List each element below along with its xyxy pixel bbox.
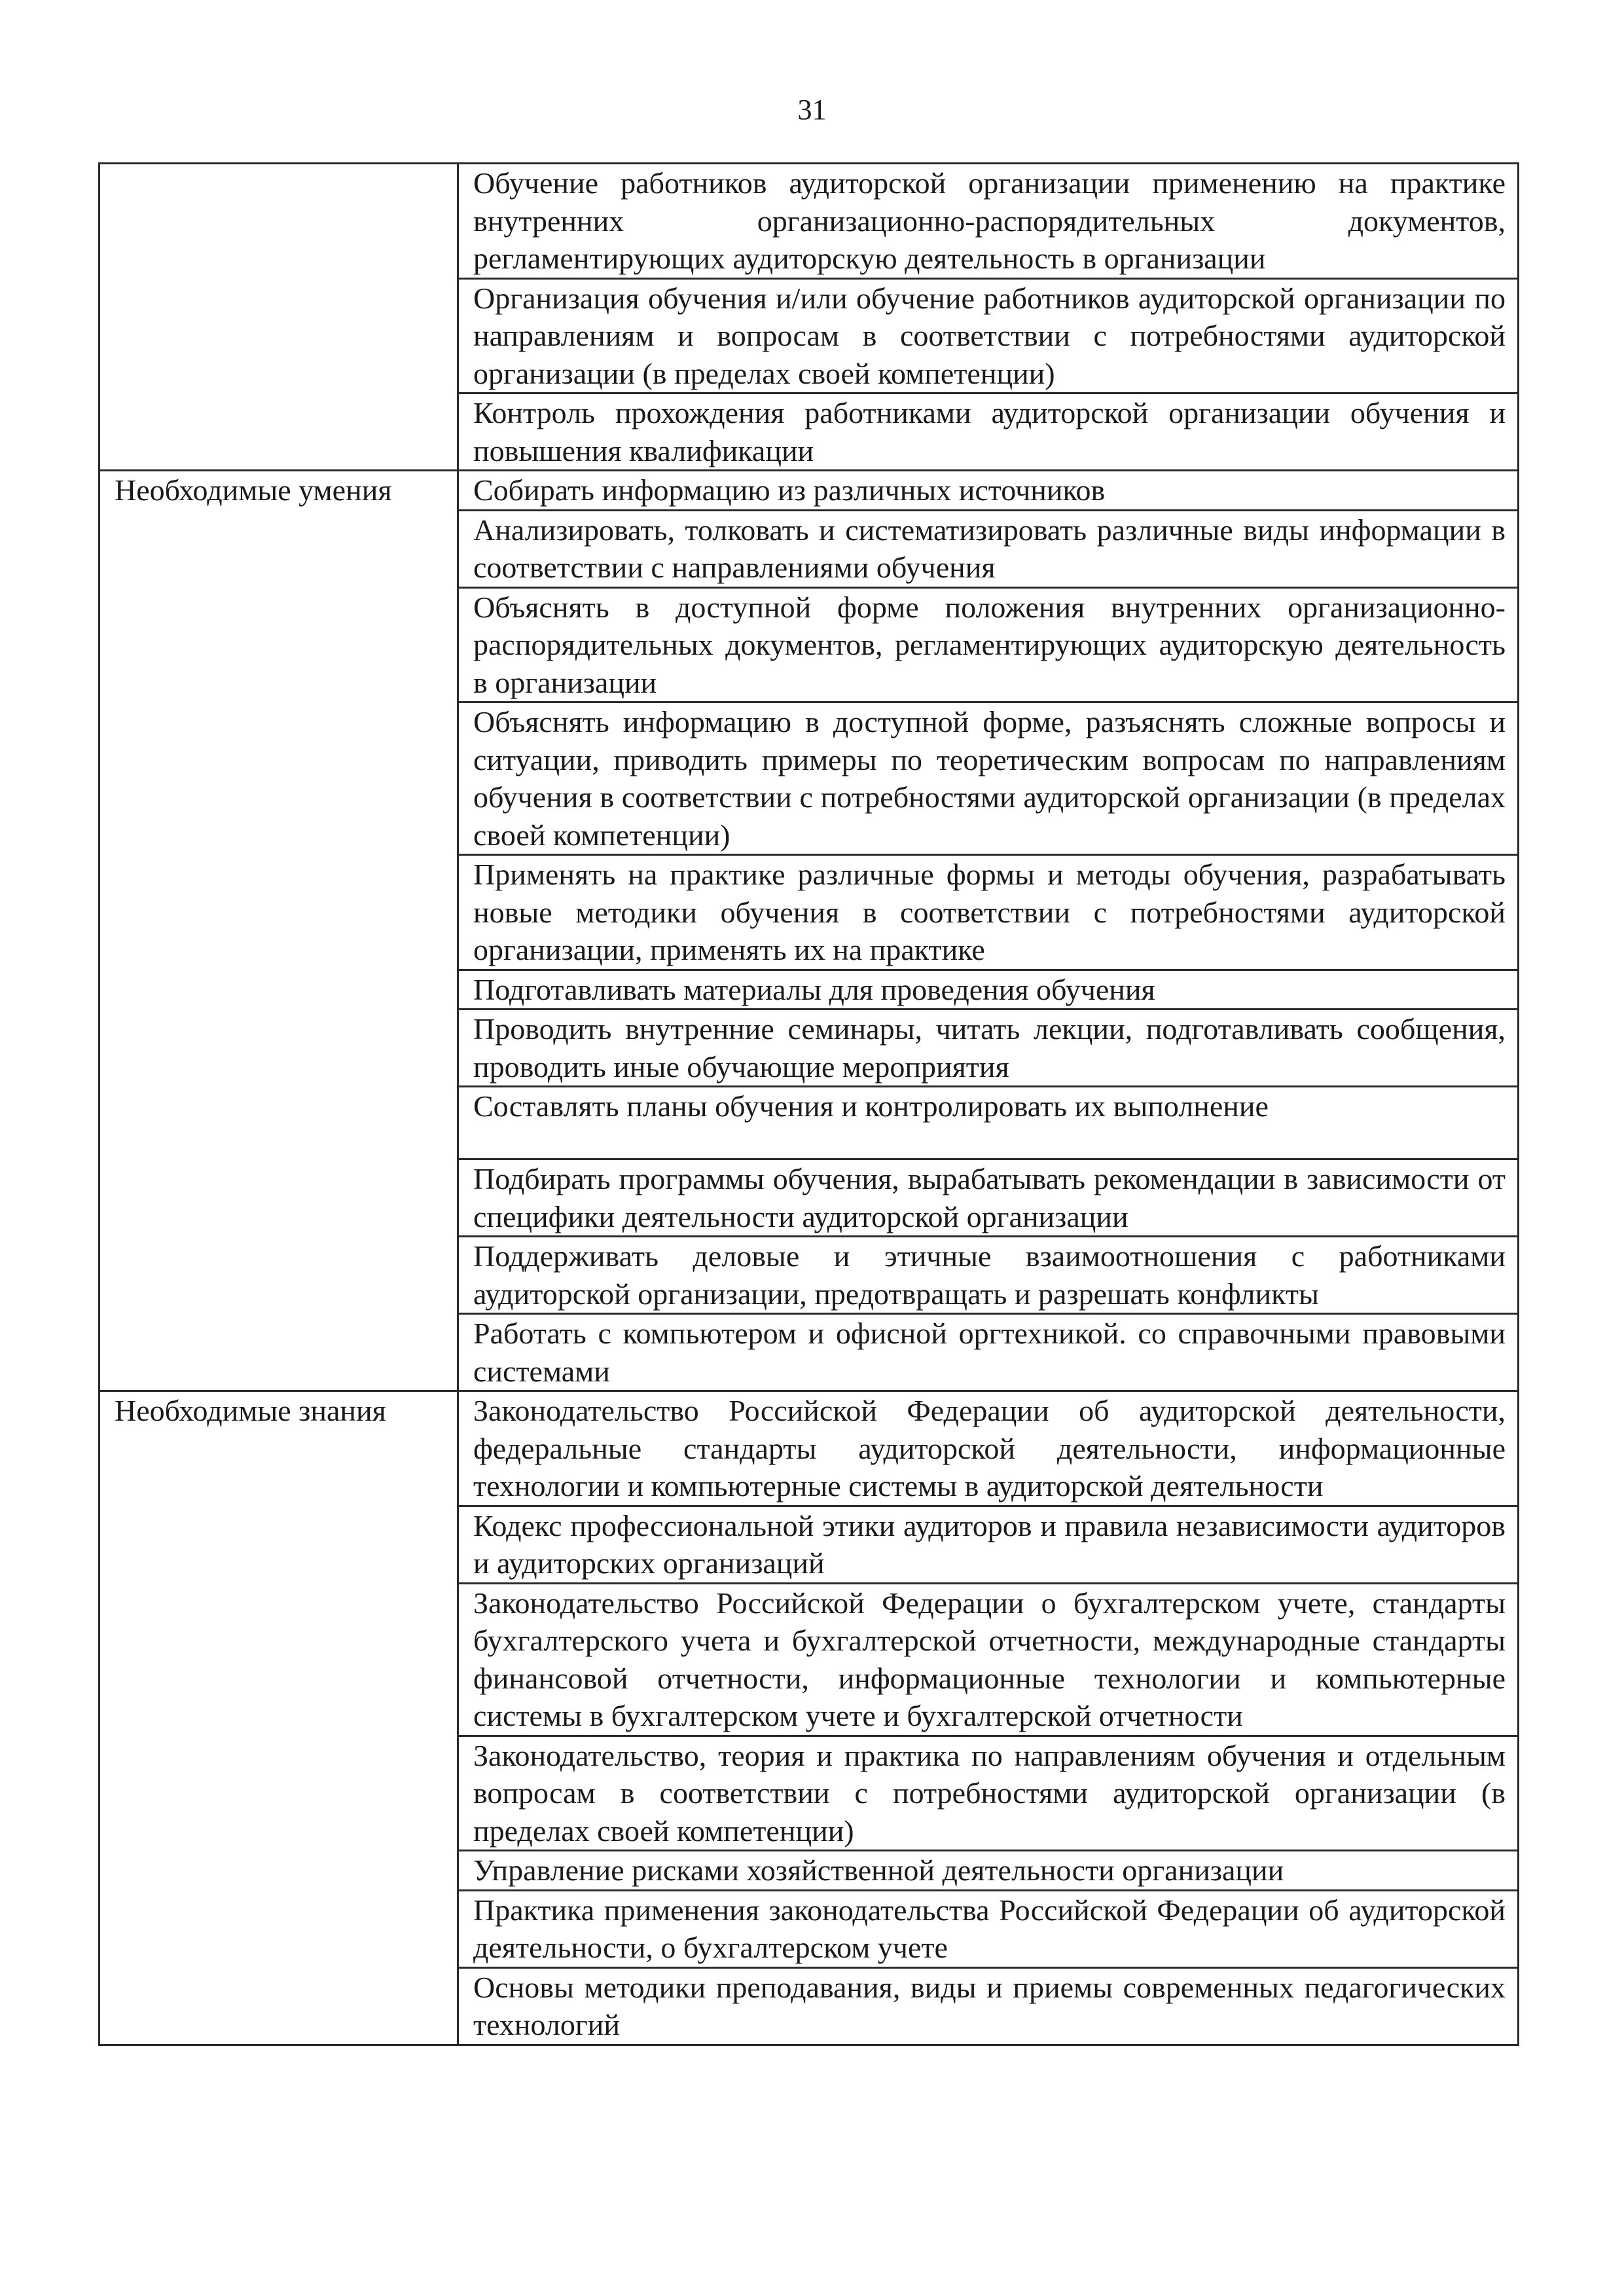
page-number: 31 (797, 94, 827, 126)
table-row (99, 1391, 1519, 1506)
competency-table (98, 162, 1519, 2046)
table-row (99, 471, 1519, 511)
table-cell-item: Организация обучения и/или обучение работников аудиторской организации по направлениям и вопросам в соответствии с потребностями аудиторской организации (в пределах своей компетенции) (458, 278, 1519, 393)
section-label-knowledge: Необходимые знания (99, 1391, 458, 2045)
table-cell-item: Практика применения законодательства Российской Федерации об аудиторской деятельности, о бухгалтерском учете (458, 1890, 1519, 1967)
section-label-skills: Необходимые умения (99, 471, 458, 1391)
table-cell-item: Законодательство Российской Федерации об аудиторской деятельности, федеральные стандарты аудиторской деятельности, информационные технологии и компьютерные системы в аудиторской деятельности (458, 1391, 1519, 1506)
table-cell-item: Собирать информацию из различных источников (458, 471, 1519, 511)
table-cell-item: Объяснять информацию в доступной форме, разъяснять сложные вопросы и ситуации, приводить примеры по теоретическим вопросам по направлениям обучения в соответствии с потребностями аудиторской организации (в пределах своей компетенции) (458, 702, 1519, 855)
table-row (99, 164, 1519, 279)
table-cell-item: Поддерживать деловые и этичные взаимоотношения с работниками аудиторской организации, предотвращать и разрешать конфликты (458, 1237, 1519, 1314)
table-cell-item: Контроль прохождения работниками аудиторской организации обучения и повышения квалификации (458, 393, 1519, 471)
table-cell-item: Обучение работников аудиторской организации применению на практике внутренних организационно-распорядительных документов, регламентирующих аудиторскую деятельность в организации (458, 164, 1519, 279)
table-cell-item: Применять на практике различные формы и методы обучения, разрабатывать новые методики обучения в соответствии с потребностями аудиторской организации, применять их на практике (458, 855, 1519, 970)
table-cell-item: Законодательство, теория и практика по направлениям обучения и отдельным вопросам в соответствии с потребностями аудиторской организации (в пределах своей компетенции) (458, 1736, 1519, 1851)
table-cell-item: Работать с компьютером и офисной оргтехникой. со справочными правовыми системами (458, 1314, 1519, 1391)
table-cell-item: Управление рисками хозяйственной деятельности организации (458, 1851, 1519, 1891)
table-cell-item: Законодательство Российской Федерации о бухгалтерском учете, стандарты бухгалтерского учета и бухгалтерской отчетности, международные стандарты финансовой отчетности, информационные технологии и компьютерные системы в бухгалтерском учете и бухгалтерской отчетности (458, 1583, 1519, 1736)
table-cell-item: Подбирать программы обучения, вырабатывать рекомендации в зависимости от специфики деятельности аудиторской организации (458, 1159, 1519, 1237)
table-cell-item: Кодекс профессиональной этики аудиторов и правила независимости аудиторов и аудиторских организаций (458, 1506, 1519, 1583)
section-label-continuation (99, 164, 458, 471)
table-cell-item: Основы методики преподавания, виды и приемы современных педагогических технологий (458, 1967, 1519, 2045)
table-cell-item: Подготавливать материалы для проведения обучения (458, 970, 1519, 1010)
table-cell-item: Составлять планы обучения и контролировать их выполнение (458, 1087, 1519, 1159)
table-cell-item: Анализировать, толковать и систематизировать различные виды информации в соответствии с направлениями обучения (458, 510, 1519, 587)
table-cell-item: Объяснять в доступной форме положения внутренних организационно-распорядительных документов, регламентирующих аудиторскую деятельность в организации (458, 587, 1519, 702)
table-cell-item: Проводить внутренние семинары, читать лекции, подготавливать сообщения, проводить иные обучающие мероприятия (458, 1010, 1519, 1087)
